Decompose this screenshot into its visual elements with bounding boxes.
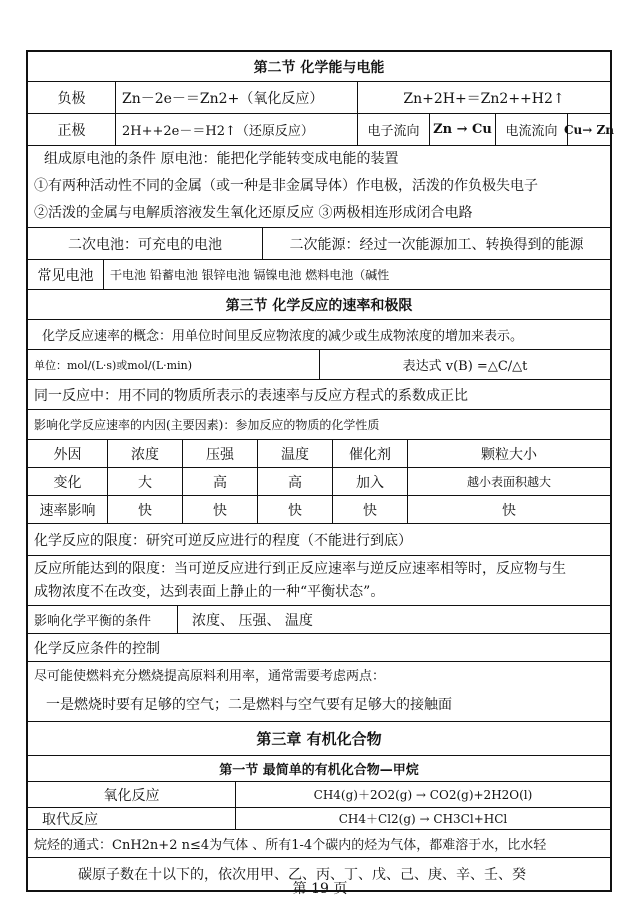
- methane-title-row: [28, 756, 610, 782]
- section-title-row: [28, 52, 610, 82]
- fuel-row: [28, 662, 610, 722]
- condition-control: 化学反应条件的控制: [34, 640, 160, 657]
- factor-change-cell: 高: [288, 474, 302, 491]
- secondary-row: [28, 228, 610, 260]
- factor-header-cell: 浓度: [131, 446, 159, 463]
- reaction-limit-row: [28, 524, 610, 556]
- factor-change-cell: 大: [138, 474, 152, 491]
- substitution-row: [28, 808, 610, 830]
- chapter-3-title: 第三章 有机化合物: [256, 730, 382, 748]
- positive-electrode-row: [28, 114, 614, 146]
- factor-header-cell: 压强: [206, 446, 234, 463]
- rate-expression: 表达式 v(B) =△C/△t: [402, 359, 528, 374]
- current-flow-value: Cu→ Zn: [564, 122, 614, 137]
- same-reaction-row: [28, 380, 610, 410]
- substitution-equation: CH4＋Cl2(g) → CH3Cl+HCl: [338, 812, 508, 826]
- equilibrium-factors: 浓度、 压强、 温度: [192, 612, 313, 629]
- oxidation-label: 氧化反应: [103, 787, 160, 804]
- factor-rate-row: [28, 496, 610, 524]
- factor-change-row: [28, 468, 610, 496]
- factor-change-cell: 越小表面积越大: [466, 475, 551, 489]
- electron-flow-value: Zn → Cu: [433, 122, 492, 137]
- section-3-title-row: [28, 290, 610, 320]
- galvanic-conditions-row: [28, 146, 610, 228]
- factor-rate-cell: 快: [502, 502, 516, 519]
- positive-equation: 2H++2e－＝H2↑（还原反应）: [122, 124, 314, 139]
- factor-rate-cell: 快: [288, 502, 302, 519]
- positive-label: 正极: [57, 122, 86, 139]
- equilibrium-factors-label: 影响化学平衡的条件: [34, 614, 152, 629]
- substitution-label: 取代反应: [42, 811, 98, 828]
- equilibrium-factors-row: [28, 606, 610, 634]
- rate-unit: 单位：mol/(L·s)或mol/(L·min): [34, 358, 193, 372]
- factor-rate-cell: 速率影响: [39, 502, 96, 519]
- page-number: 第 19 页: [292, 881, 348, 897]
- section-2-title: 第二节 化学能与电能: [253, 59, 385, 76]
- negative-equation: Zn－2e－＝Zn2+（氧化反应）: [122, 90, 324, 107]
- internal-factor-row: [28, 410, 610, 440]
- oxidation-row: [28, 782, 610, 808]
- carbon-names: 碳原子数在十以下的，依次用甲、乙、丙、丁、戊、己、庚、辛、壬、癸: [78, 867, 526, 883]
- factor-header-row: [28, 440, 610, 468]
- oxidation-equation: CH4(g)＋2O2(g) → CO2(g)+2H2O(l): [313, 788, 533, 802]
- negative-electrode-row: [28, 82, 610, 114]
- factor-header-cell: 温度: [281, 446, 309, 463]
- fuel-line-2: 一是燃烧时要有足够的空气；二是燃料与空气要有足够大的接触面: [46, 697, 452, 713]
- factor-header-cell: 催化剂: [349, 446, 391, 463]
- equilibrium-row: [28, 556, 610, 606]
- secondary-battery: 二次电池：可充电的电池: [68, 236, 222, 253]
- common-batteries-label: 常见电池: [37, 267, 94, 284]
- factor-header-cell: 颗粒大小: [481, 446, 537, 463]
- negative-label: 负极: [57, 90, 86, 107]
- current-flow-label: 电流流向: [505, 124, 558, 139]
- chapter-3-title-row: [28, 722, 610, 756]
- factor-rate-cell: 快: [213, 502, 227, 519]
- same-reaction-rule: 同一反应中：用不同的物质所表示的表速率与反应方程式的系数成正比: [34, 387, 468, 404]
- alkane-row: [28, 830, 610, 858]
- equilibrium-line-2: 成物浓度不在改变，达到表面上静止的一种“平衡状态”。: [34, 584, 385, 600]
- condition-1: ①有两种活动性不同的金属（或一种是非金属导体）作电极，活泼的作负极失电子: [34, 178, 538, 194]
- reaction-limit: 化学反应的限度：研究可逆反应进行的程度（不能进行到底）: [34, 532, 412, 549]
- factor-change-cell: 变化: [53, 474, 82, 491]
- fuel-line-1: 尽可能使燃料充分燃烧提高原料利用率，通常需要考虑两点：: [34, 669, 386, 684]
- common-batteries-row: [28, 260, 610, 290]
- common-batteries-list: 干电池 铅蓄电池 银锌电池 镉镍电池 燃料电池（碱性: [110, 268, 390, 282]
- notes-table: [26, 50, 612, 892]
- section-3-title: 第三节 化学反应的速率和极限: [225, 297, 413, 314]
- factor-change-cell: 加入: [356, 474, 384, 491]
- condition-2: ②活泼的金属与电解质溶液发生氧化还原反应 ③两极相连形成闭合电路: [34, 205, 473, 221]
- equilibrium-line-1: 反应所能达到的限度：当可逆反应进行到正反应速率与逆反应速率相等时，反应物与生: [34, 561, 566, 577]
- rate-definition: 化学反应速率的概念：用单位时间里反应物浓度的减少或生成物浓度的增加来表示。: [42, 329, 524, 344]
- factor-header-cell: 外因: [53, 446, 82, 463]
- rate-definition-row: [28, 320, 610, 350]
- electron-flow-label: 电子流向: [367, 124, 420, 139]
- control-row: [28, 634, 610, 662]
- internal-factor: 影响化学反应速率的内因(主要因素)：参加反应的物质的化学性质: [34, 418, 380, 432]
- unit-expression-row: [28, 350, 610, 380]
- alkane-formula: 烷烃的通式：CnH2n+2 n≤4为气体 、所有1-4个碳内的烃为气体，都难溶于水，比水轻: [34, 838, 547, 853]
- factor-rate-cell: 快: [138, 502, 152, 519]
- negative-total-equation: Zn+2H+＝Zn2++H2↑: [403, 90, 565, 107]
- conditions-heading: 组成原电池的条件 原电池：能把化学能转变成电能的装置: [44, 151, 399, 167]
- methane-section-title: 第一节 最简单的有机化合物—甲烷: [219, 763, 419, 778]
- factor-change-cell: 高: [213, 474, 227, 491]
- factor-rate-cell: 快: [363, 502, 377, 519]
- secondary-energy: 二次能源：经过一次能源加工、转换得到的能源: [289, 236, 584, 253]
